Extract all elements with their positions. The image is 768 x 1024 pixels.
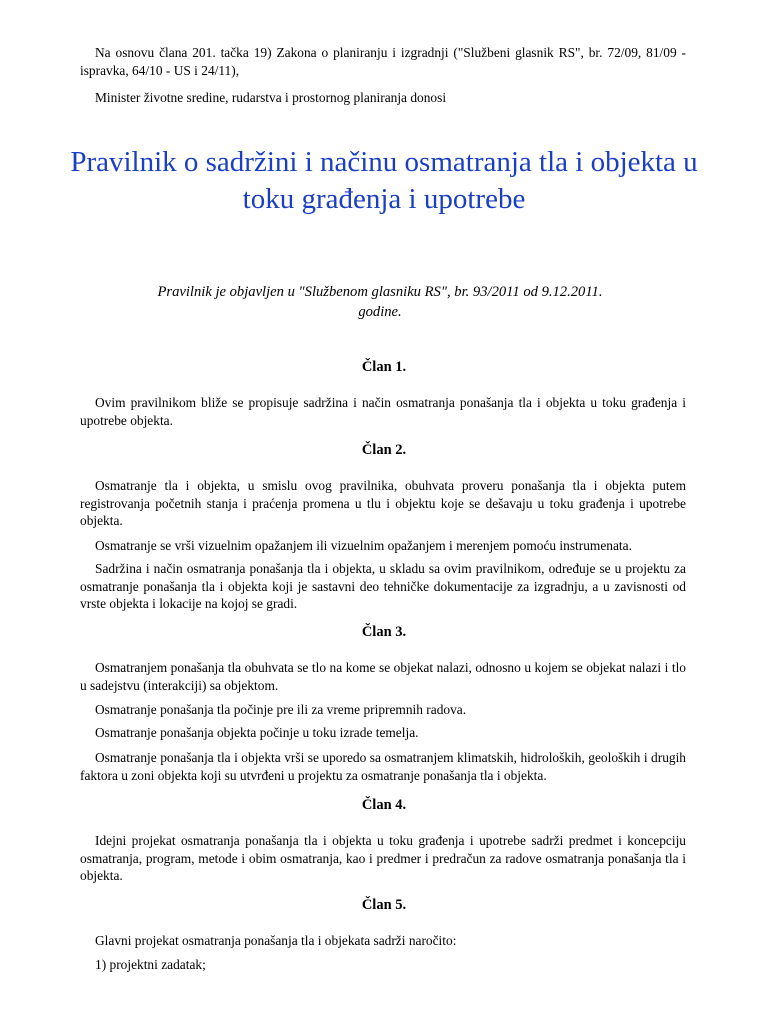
article-2-paragraph-3: Sadržina i način osmatranja ponašanja tla i objekta, u skladu sa ovim pravilnikom, određuje se u projektu za osmatranje ponašanja tla i objekta koji je sastavni deo tehničke dokumentacije za izgradnju, a u zavisnosti od vrste objekta i lokacije na kojoj se gradi.	[80, 561, 686, 611]
article-2-paragraph-1: Osmatranje tla i objekta, u smislu ovog pravilnika, obuhvata proveru ponašanja tla i objekta putem registrovanja početnih stanja i praćenja promena u tlu i objektu koje se dešavaju u toku građenja i upotrebe objekta.	[80, 478, 686, 528]
minister-paragraph: Minister životne sredine, rudarstva i prostornog planiranja donosi	[95, 90, 447, 105]
article-3-heading: Član 3.	[361, 624, 407, 640]
article-2-heading: Član 2.	[361, 442, 407, 458]
article-3-paragraph-3: Osmatranje ponašanja objekta počinje u toku izrade temelja.	[95, 725, 419, 740]
article-1-heading: Član 1.	[361, 359, 407, 375]
article-3-paragraph-2: Osmatranje ponašanja tla počinje pre ili za vreme pripremnih radova.	[95, 702, 467, 717]
document-title: Pravilnik o sadržini i načinu osmatranja tla i objekta u toku građenja i upotrebe	[70, 146, 698, 215]
article-4-paragraph-1: Idejni projekat osmatranja ponašanja tla i objekta u toku građenja i upotrebe sadrži predmet i koncepciju osmatranja, program, metode i obim osmatranja, kao i predmer i predračun za radove osmatranja ponašanja tla i objekta.	[80, 833, 686, 883]
article-2-paragraph-2: Osmatranje se vrši vizuelnim opažanjem ili vizuelnim opažanjem i merenjem pomoću instrumenata.	[95, 538, 632, 553]
legal-basis-paragraph: Na osnovu člana 201. tačka 19) Zakona o planiranju i izgradnji ("Službeni glasnik RS", br. 72/09, 81/09 - ispravka, 64/10 - US i 24/11),	[80, 45, 686, 78]
article-5-paragraph-1: Glavni projekat osmatranja ponašanja tla i objekata sadrži naročito:	[95, 933, 457, 948]
article-4-heading: Član 4.	[361, 797, 407, 813]
article-5-heading: Član 5.	[361, 897, 407, 913]
article-3-paragraph-1: Osmatranjem ponašanja tla obuhvata se tlo na kome se objekat nalazi, odnosno u kojem se objekat nalazi i tlo u sadejstvu (interakciji) sa objektom.	[80, 660, 686, 693]
article-5-list-item-1: 1) projektni zadatak;	[95, 957, 206, 972]
article-3-paragraph-4: Osmatranje ponašanja tla i objekta vrši se uporedo sa osmatranjem klimatskih, hidroloških, geoloških i drugih faktora u zoni objekta koji su utvrđeni u projektu za osmatranje ponašanja tla i objekta.	[80, 750, 686, 783]
publication-note: Pravilnik je objavljen u "Službenom glasniku RS", br. 93/2011 od 9.12.2011. godine.	[157, 284, 603, 320]
article-1-paragraph-1: Ovim pravilnikom bliže se propisuje sadržina i način osmatranja ponašanja tla i objekta u toku građenja i upotrebe objekta.	[80, 395, 686, 428]
